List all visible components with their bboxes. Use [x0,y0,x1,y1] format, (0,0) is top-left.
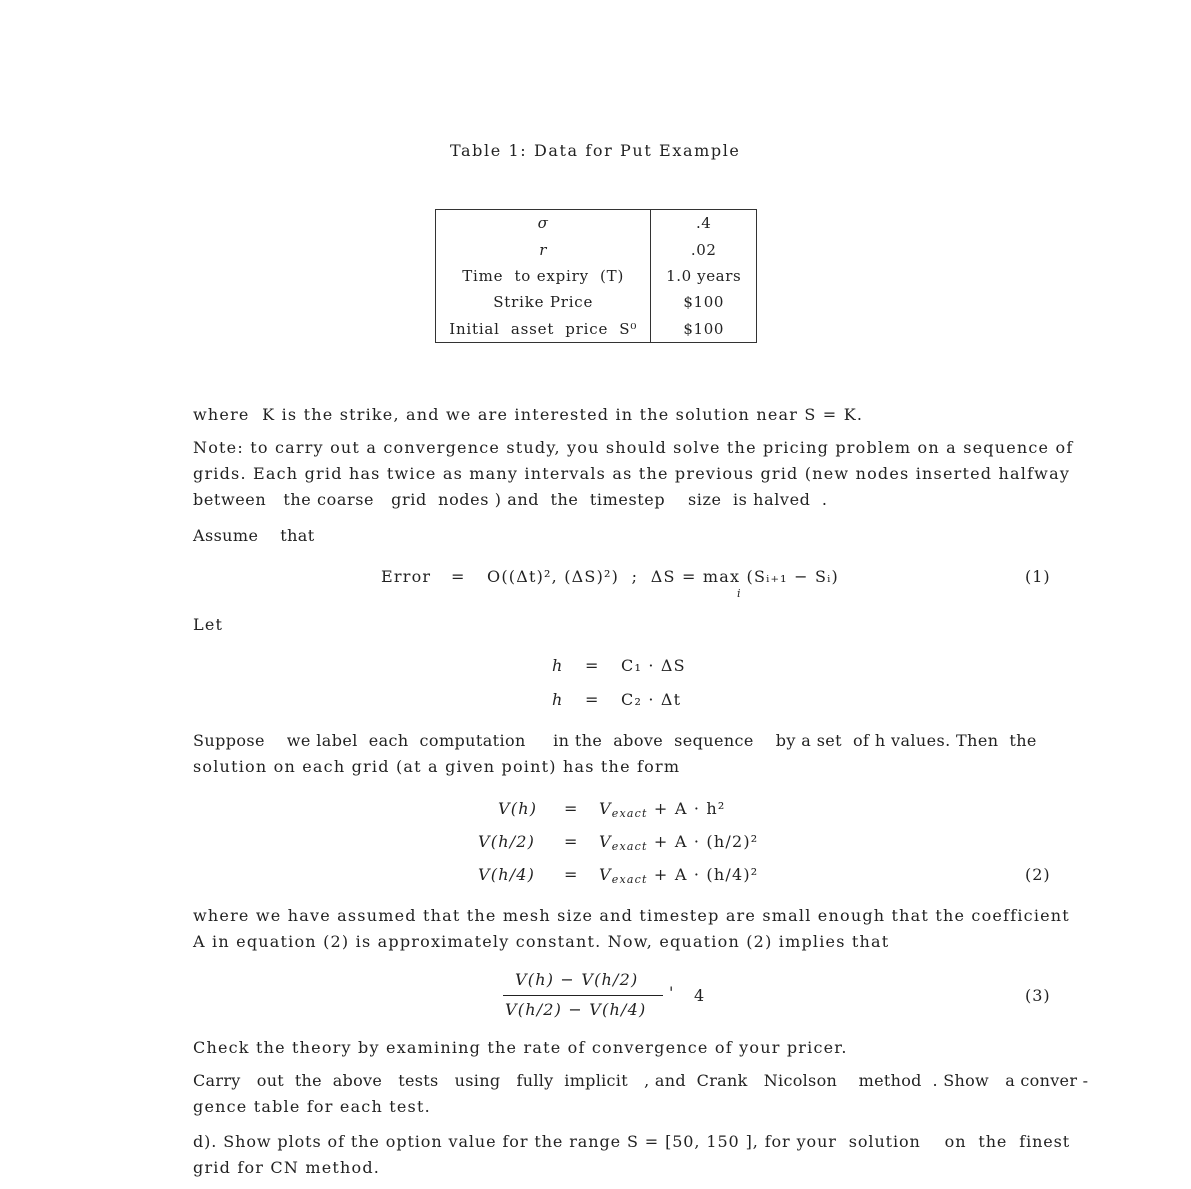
eq2-row2-tail: + A · (h/2)² [653,832,759,851]
row-value: 1.0 years [666,266,742,285]
eq2-row1-rhs [599,799,726,820]
h2-rhs: C₂ · Δt [621,690,682,709]
eq2-row3-lhs: V(h/4) [478,865,536,884]
eq2-row1-tail: + A · h² [653,799,726,818]
paragraph-strike: where K is the strike, and we are interested in the solution near S = K. [193,405,864,424]
row-label: Time to expiry (T) [436,263,651,289]
row-label: σ [436,210,651,237]
paragraph-plots-line2: grid for CN method. [193,1158,381,1177]
table-row [436,289,757,315]
table-row [436,316,757,343]
data-table [435,209,757,343]
paragraph-mesh-line2: A in equation (2) is approximately constant. Now, equation (2) implies that [193,932,890,951]
eq2-row1-sub: exact [611,807,648,820]
paragraph-carry-line1: Carry out the above tests using fully implicit , and Crank Nicolson method . Show a conver - [193,1071,1089,1090]
eq3-rhs: 4 [694,986,706,1005]
eq2-row2-sub: exact [611,840,648,853]
eq3-number: (3) [1025,986,1051,1005]
eq2-row2-lhs: V(h/2) [478,832,536,851]
eq1-number: (1) [1025,567,1051,586]
eq2-row3-sub: exact [611,873,648,886]
row-value: .02 [690,240,717,259]
table-row [436,210,757,237]
row-label: Strike Price [436,289,651,315]
eq3-denominator: V(h/2) − V(h/4) [505,1000,647,1019]
paragraph-note-line2: grids. Each grid has twice as many intervals as the previous grid (new nodes inserted halfway [193,464,1071,483]
eq2-row3-tail: + A · (h/4)² [653,865,759,884]
h2-rel: = [585,690,600,709]
paragraph-mesh-line1: where we have assumed that the mesh size and timestep are small enough that the coefficient [193,906,1070,925]
eq1-lhs: Error [381,567,432,586]
row-label: Initial asset price S⁰ [436,316,651,343]
eq3-numerator: V(h) − V(h/2) [515,970,639,989]
paragraph-note-line3: between the coarse grid nodes ) and the timestep size is halved . [193,490,828,509]
h1-rhs: C₁ · ΔS [621,656,686,675]
let-text: Let [193,615,224,634]
eq2-row2-rhs [599,832,758,853]
eq1-rel: = [451,567,466,586]
table-caption: Table 1: Data for Put Example [450,141,741,160]
paragraph-plots-line1: d). Show plots of the option value for the range S = [50, 150 ], for your solution on the finest [193,1132,1071,1151]
assume-text: Assume that [193,526,315,545]
h1-rel: = [585,656,600,675]
row-value: $100 [683,319,724,338]
eq2-row1-lhs: V(h) [498,799,538,818]
eq3-approx: ' [669,983,675,1002]
table-row [436,263,757,289]
row-value: $100 [683,293,724,312]
eq2-row3-v: V [599,865,612,884]
eq2-row2-v: V [599,832,612,851]
eq3-fraction-bar [503,995,663,996]
eq2-row3-rhs [599,865,758,886]
paragraph-suppose-line2: solution on each grid (at a given point) has the form [193,757,681,776]
eq1-rhs: O((Δt)², (ΔS)²) ; ΔS = max (Sᵢ₊₁ − Sᵢ) [487,567,839,586]
paragraph-note-line1: Note: to carry out a convergence study, you should solve the pricing problem on a sequence of [193,438,1074,457]
eq2-row1-rel: = [564,799,579,818]
paragraph-carry-line2: gence table for each test. [193,1097,431,1116]
paragraph-check: Check the theory by examining the rate of convergence of your pricer. [193,1038,848,1057]
h1-lhs: h [552,656,564,675]
row-label: r [436,236,651,262]
eq2-row3-rel: = [564,865,579,884]
h2-lhs: h [552,690,564,709]
row-value: .4 [695,214,712,233]
eq2-number: (2) [1025,865,1051,884]
eq2-row2-rel: = [564,832,579,851]
eq1-max-sub: i [737,587,741,600]
eq2-row1-v: V [599,799,612,818]
paragraph-suppose-line1: Suppose we label each computation in the above sequence by a set of h values. Then the [193,731,1037,750]
table-row [436,236,757,262]
